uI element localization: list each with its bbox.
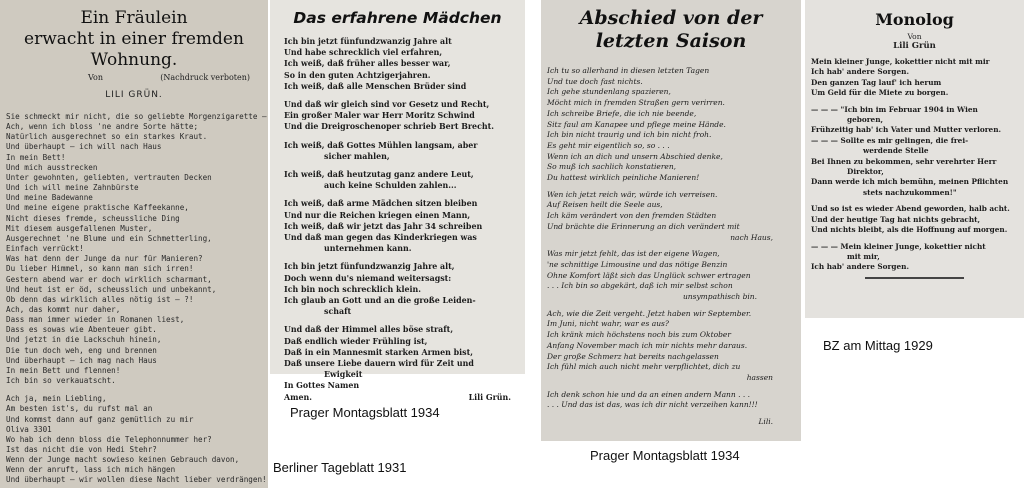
caption-berliner: Berliner Tageblatt 1931 xyxy=(273,460,407,475)
poem-line: Der große Schmerz hat bereits nachgelassen xyxy=(547,351,719,361)
poem-line: Natürlich ausgerechnet so ein starkes Kraut. xyxy=(6,132,208,142)
poem-line: Und die Dreigroschenoper schrieb Bert Brecht. xyxy=(284,122,495,132)
poem-line: Ich bin jetzt fünfundzwanzig Jahre alt, xyxy=(284,262,455,272)
poem-line: auch keine Schulden zahlen... xyxy=(324,181,457,191)
poem-line: Und daß man gegen das Kinderkriegen was xyxy=(284,233,477,243)
poem-line: Direktor, xyxy=(847,167,884,177)
poem-line: mit mir, xyxy=(847,251,880,261)
poem-line: Nicht dieses fremde, scheussliche Ding xyxy=(6,213,180,223)
poem-line: Möcht mich in fremden Straßen gern verirren. xyxy=(547,98,725,108)
poem-line: Amen. xyxy=(284,392,312,402)
poem-line: So in den guten Achtzigerjahren. xyxy=(284,70,431,80)
poem-line: Auf Reisen heilt die Seele aus, xyxy=(547,200,663,210)
poem-line: Ich käm verändert von den fremden Städten xyxy=(547,211,717,221)
poem-line: Du hattest wirklich peinliche Manieren! xyxy=(547,173,700,183)
poem-line: Ob denn das wirklich alles nötig ist – ?! xyxy=(6,294,194,304)
poem-line: Frühzeitig hab' ich Vater und Mutter verloren. xyxy=(811,125,1002,135)
poem-line: Sie schmeckt mir nicht, die so geliebte Morgenzigarette – xyxy=(6,112,267,121)
poem-line: Unter gewohnten, geliebten, vertrauten Decken xyxy=(6,172,212,182)
poem-line: Und der heutige Tag hat nichts gebracht, xyxy=(811,214,981,224)
poem-body xyxy=(805,57,1024,273)
poem-line: Und nichts bleibt, als die Hoffnung auf morgen. xyxy=(811,225,1008,235)
poem-line: Was hat denn der Junge da nur für Manieren? xyxy=(6,254,203,264)
poem-line: Mit diesem ausgefallenen Muster, xyxy=(6,223,153,233)
poem-line: Ich hab' andere Sorgen. xyxy=(811,262,909,272)
poem-line: Ich gehe stundenlang spazieren, xyxy=(547,87,671,97)
poem-line: Ich weiß, daß heutzutag ganz andere Leut, xyxy=(284,170,474,180)
caption-prager-1: Prager Montagsblatt 1934 xyxy=(290,405,440,420)
poem-line: Ich bin jetzt fünfundzwanzig Jahre alt xyxy=(284,37,452,46)
poem-line: sicher mahlen, xyxy=(324,151,390,161)
poem-line: Ach, wenn ich bloss 'ne andre Sorte hätte; xyxy=(6,122,199,132)
poem-line: Die tun doch weh, eng und brennen xyxy=(6,345,157,355)
poem-closing xyxy=(284,392,519,403)
poem-line: unternehmen kann. xyxy=(324,244,412,254)
poem-line: Bei Ihnen zu bekommen, sehr verehrter Herr xyxy=(811,156,997,166)
poem-line: Wo hab ich denn bloss die Telephonnummer her? xyxy=(6,434,212,444)
poem-von: Von xyxy=(907,32,922,41)
poem-line: Ist das nicht die von Hedi Stehr? xyxy=(6,445,157,454)
poem-line: Und nur die Reichen kriegen einen Mann, xyxy=(284,210,471,220)
poem-line: schaft xyxy=(324,307,352,317)
poem-title-fraeulein: Ein Fräulein erwacht in einer fremden Wohnung. xyxy=(24,8,244,70)
poem-line: geboren, xyxy=(847,115,884,125)
poem-signature: Lili Grün. xyxy=(468,392,511,402)
poem-line: Es geht mir eigentlich so, so . . . xyxy=(547,140,670,150)
poem-line: Und mich ausstrecken xyxy=(6,162,98,172)
clipping-berliner-tageblatt xyxy=(0,0,268,488)
poem-line: — — — "Ich bin im Februar 1904 in Wien xyxy=(811,104,978,114)
poem-line: Ich bin nicht traurig und ich bin nicht froh. xyxy=(547,130,712,140)
poem-line: Und jetzt in die Lackschuh hinein, xyxy=(6,335,162,345)
poem-line: 'ne schnittige Limousine und das nötige Benzin xyxy=(547,259,728,269)
poem-line: Oliva 3301 xyxy=(6,424,52,434)
poem-line: Und heut ist er öd, scheusslich und unbekannt, xyxy=(6,284,217,294)
poem-line: stets nachzukommen!" xyxy=(863,187,957,197)
poem-line: . . . Ich bin so abgekärt, daß ich mir selbst schon xyxy=(547,281,733,291)
poem-line: werdende Stelle xyxy=(863,146,929,156)
poem-title-abschied: Abschied von der letzten Saison xyxy=(579,7,763,52)
poem-line: Und tue doch fast nichts. xyxy=(547,76,643,86)
poem-line: Ich bin so verkauatscht. xyxy=(6,376,116,386)
poem-title-monolog: Monolog xyxy=(875,10,954,29)
poem-title-erfahrene: Das erfahrene Mädchen xyxy=(293,9,502,27)
poem-line: Und überhaupt – ich will nach Haus xyxy=(6,142,162,152)
poem-line: Und meine eigene praktische Kaffeekanne, xyxy=(6,203,189,213)
poem-line: Ich weiß, daß arme Mädchen sitzen bleiben xyxy=(284,199,478,209)
poem-line: Ich schreibe Briefe, die ich nie beende, xyxy=(547,108,697,118)
poem-line: Daß endlich wieder Frühling ist, xyxy=(284,336,428,346)
poem-line: Dass es sowas wie Abenteuer gibt. xyxy=(6,325,157,335)
poem-author: LILI GRÜN. xyxy=(105,90,163,100)
poem-line: Wen ich jetzt reich wär, würde ich verreisen. xyxy=(547,189,718,199)
poem-body xyxy=(0,112,268,486)
poem-line: Und überhaupt – ich mag nach Haus xyxy=(6,355,157,365)
poem-line: Ich denk schon hie und da an einen andern Mann . . . xyxy=(547,389,751,399)
poem-line: Daß in ein Mannesmit starken Armen bist, xyxy=(284,347,474,357)
poem-line: Ach, das kommt nur daher, xyxy=(6,304,121,314)
poem-line: Dass man immer wieder in Romanen liest, xyxy=(6,315,185,325)
poem-line: Du lieber Himmel, so kann man sich irren! xyxy=(6,264,194,274)
poem-line: hassen xyxy=(746,372,773,382)
poem-line: Ich weiß, daß Gottes Mühlen langsam, aber xyxy=(284,140,478,150)
poem-line: Und daß der Himmel alles böse straft, xyxy=(284,325,454,335)
poem-line: Und überhaupt – wir wollen diese Nacht lieber verdrängen! xyxy=(6,475,267,485)
poem-line: Am besten ist's, du rufst mal an xyxy=(6,404,153,414)
poem-author: Lili Grün xyxy=(893,41,936,51)
poem-line: Um Geld für die Miete zu borgen. xyxy=(811,88,949,98)
poem-line: Und daß wir gleich sind vor Gesetz und Recht, xyxy=(284,100,490,110)
poem-line: Ich weiß, daß alle Menschen Brüder sind xyxy=(284,81,467,91)
poem-line: Im Juni, nicht wahr, war es aus? xyxy=(547,319,669,329)
clipping-prager-erfahrene xyxy=(270,0,525,402)
poem-line: Ich weiß, daß wir jetzt das Jahr 34 schreiben xyxy=(284,221,483,231)
poem-line: Dann werde ich mich bemühn, meinen Pflichten xyxy=(811,177,1009,187)
poem-line: Ich tu so allerhand in diesen letzten Tagen xyxy=(547,66,710,75)
poem-line: Und kommst dann auf ganz gemütlich zu mir xyxy=(6,414,194,424)
poem-line: Und meine Badewanne xyxy=(6,193,93,203)
clipping-bz-monolog xyxy=(805,0,1024,318)
clipping-prager-abschied xyxy=(541,0,801,441)
poem-line: Und so ist es wieder Abend geworden, halb acht. xyxy=(811,204,1010,214)
poem-line: nach Haus, xyxy=(730,232,773,242)
divider xyxy=(865,277,964,279)
poem-line: — — — Sollte es mir gelingen, die frei- xyxy=(811,135,969,145)
poem-line: Was mir jetzt fehlt, das ist der eigene Wagen, xyxy=(547,249,720,259)
poem-body xyxy=(541,66,801,428)
poem-line: Daß unsere Liebe dauern wird für Zeit und xyxy=(284,359,474,369)
poem-line: Einfach verrückt! xyxy=(6,244,84,254)
poem-line: Ich fühl mich auch nicht mehr verpflichtet, dich zu xyxy=(547,362,741,372)
poem-line: So muß ich sachlich konstatieren, xyxy=(547,162,677,172)
poem-line: Wenn der anruft, lass ich mich hängen xyxy=(6,465,176,475)
poem-line: Den ganzen Tag lauf' ich herum xyxy=(811,77,942,87)
poem-line: Wenn ich an dich und unsern Abschied denke, xyxy=(547,151,723,161)
poem-line: Ewigkeit xyxy=(324,370,363,380)
poem-line: Und ich will meine Zahnbürste xyxy=(6,183,139,193)
caption-bz: BZ am Mittag 1929 xyxy=(823,338,933,353)
poem-line: — — — Mein kleiner Junge, kokettier nicht xyxy=(811,241,986,251)
poem-line: . . . Und das ist das, was ich dir nicht verzeihen kann!!! xyxy=(547,400,758,410)
poem-body xyxy=(270,36,525,403)
poem-line: Ich glaub an Gott und an die große Leiden- xyxy=(284,296,476,306)
poem-line: Ach ja, mein Liebling, xyxy=(6,394,107,404)
poem-line: Mein kleiner Junge, kokettier nicht mit mir xyxy=(811,57,990,66)
poem-line: Ohne Komfort läßt sich das Unglück schwer ertragen xyxy=(547,270,751,280)
poem-line: Ich hab' andere Sorgen. xyxy=(811,67,909,77)
poem-line: Anfang November mach ich mir nichts mehr daraus. xyxy=(547,340,748,350)
caption-prager-2: Prager Montagsblatt 1934 xyxy=(590,448,740,463)
poem-line: Ausgerechnet 'ne Blume und ein Schmetterling, xyxy=(6,233,212,243)
poem-line: Sitz faul am Kanapee und pflege meine Hände. xyxy=(547,119,726,129)
poem-line: In mein Bett! xyxy=(6,152,66,162)
poem-line: Gestern abend war er doch wirklich scharmant, xyxy=(6,274,212,284)
poem-line: Wenn der Junge macht sowieso keinen Gebrauch davon, xyxy=(6,455,240,465)
poem-line: Und habe schrecklich viel erfahren, xyxy=(284,48,443,58)
poem-signature: Lili. xyxy=(758,417,773,427)
poem-line: Ach, wie die Zeit vergeht. Jetzt haben wir September. xyxy=(547,308,752,318)
poem-line: unsympathisch bin. xyxy=(682,292,757,302)
byline: Von (Nachdruck verboten) xyxy=(88,73,250,82)
poem-line: In mein Bett und flennen! xyxy=(6,365,121,375)
poem-line: Und brächte die Erinnerung an dich verändert mit xyxy=(547,221,740,231)
poem-line: Doch wenn du's niemand weitersagst: xyxy=(284,273,452,283)
poem-line: Ich kränk mich höchstens noch bis zum Oktober xyxy=(547,330,731,340)
poem-line: In Gottes Namen xyxy=(284,381,360,391)
poem-line: Ich weiß, daß früher alles besser war, xyxy=(284,59,451,69)
poem-line: Ich bin noch schrecklich klein. xyxy=(284,284,421,294)
poem-line: Ein großer Maler war Herr Moritz Schwind xyxy=(284,111,475,121)
